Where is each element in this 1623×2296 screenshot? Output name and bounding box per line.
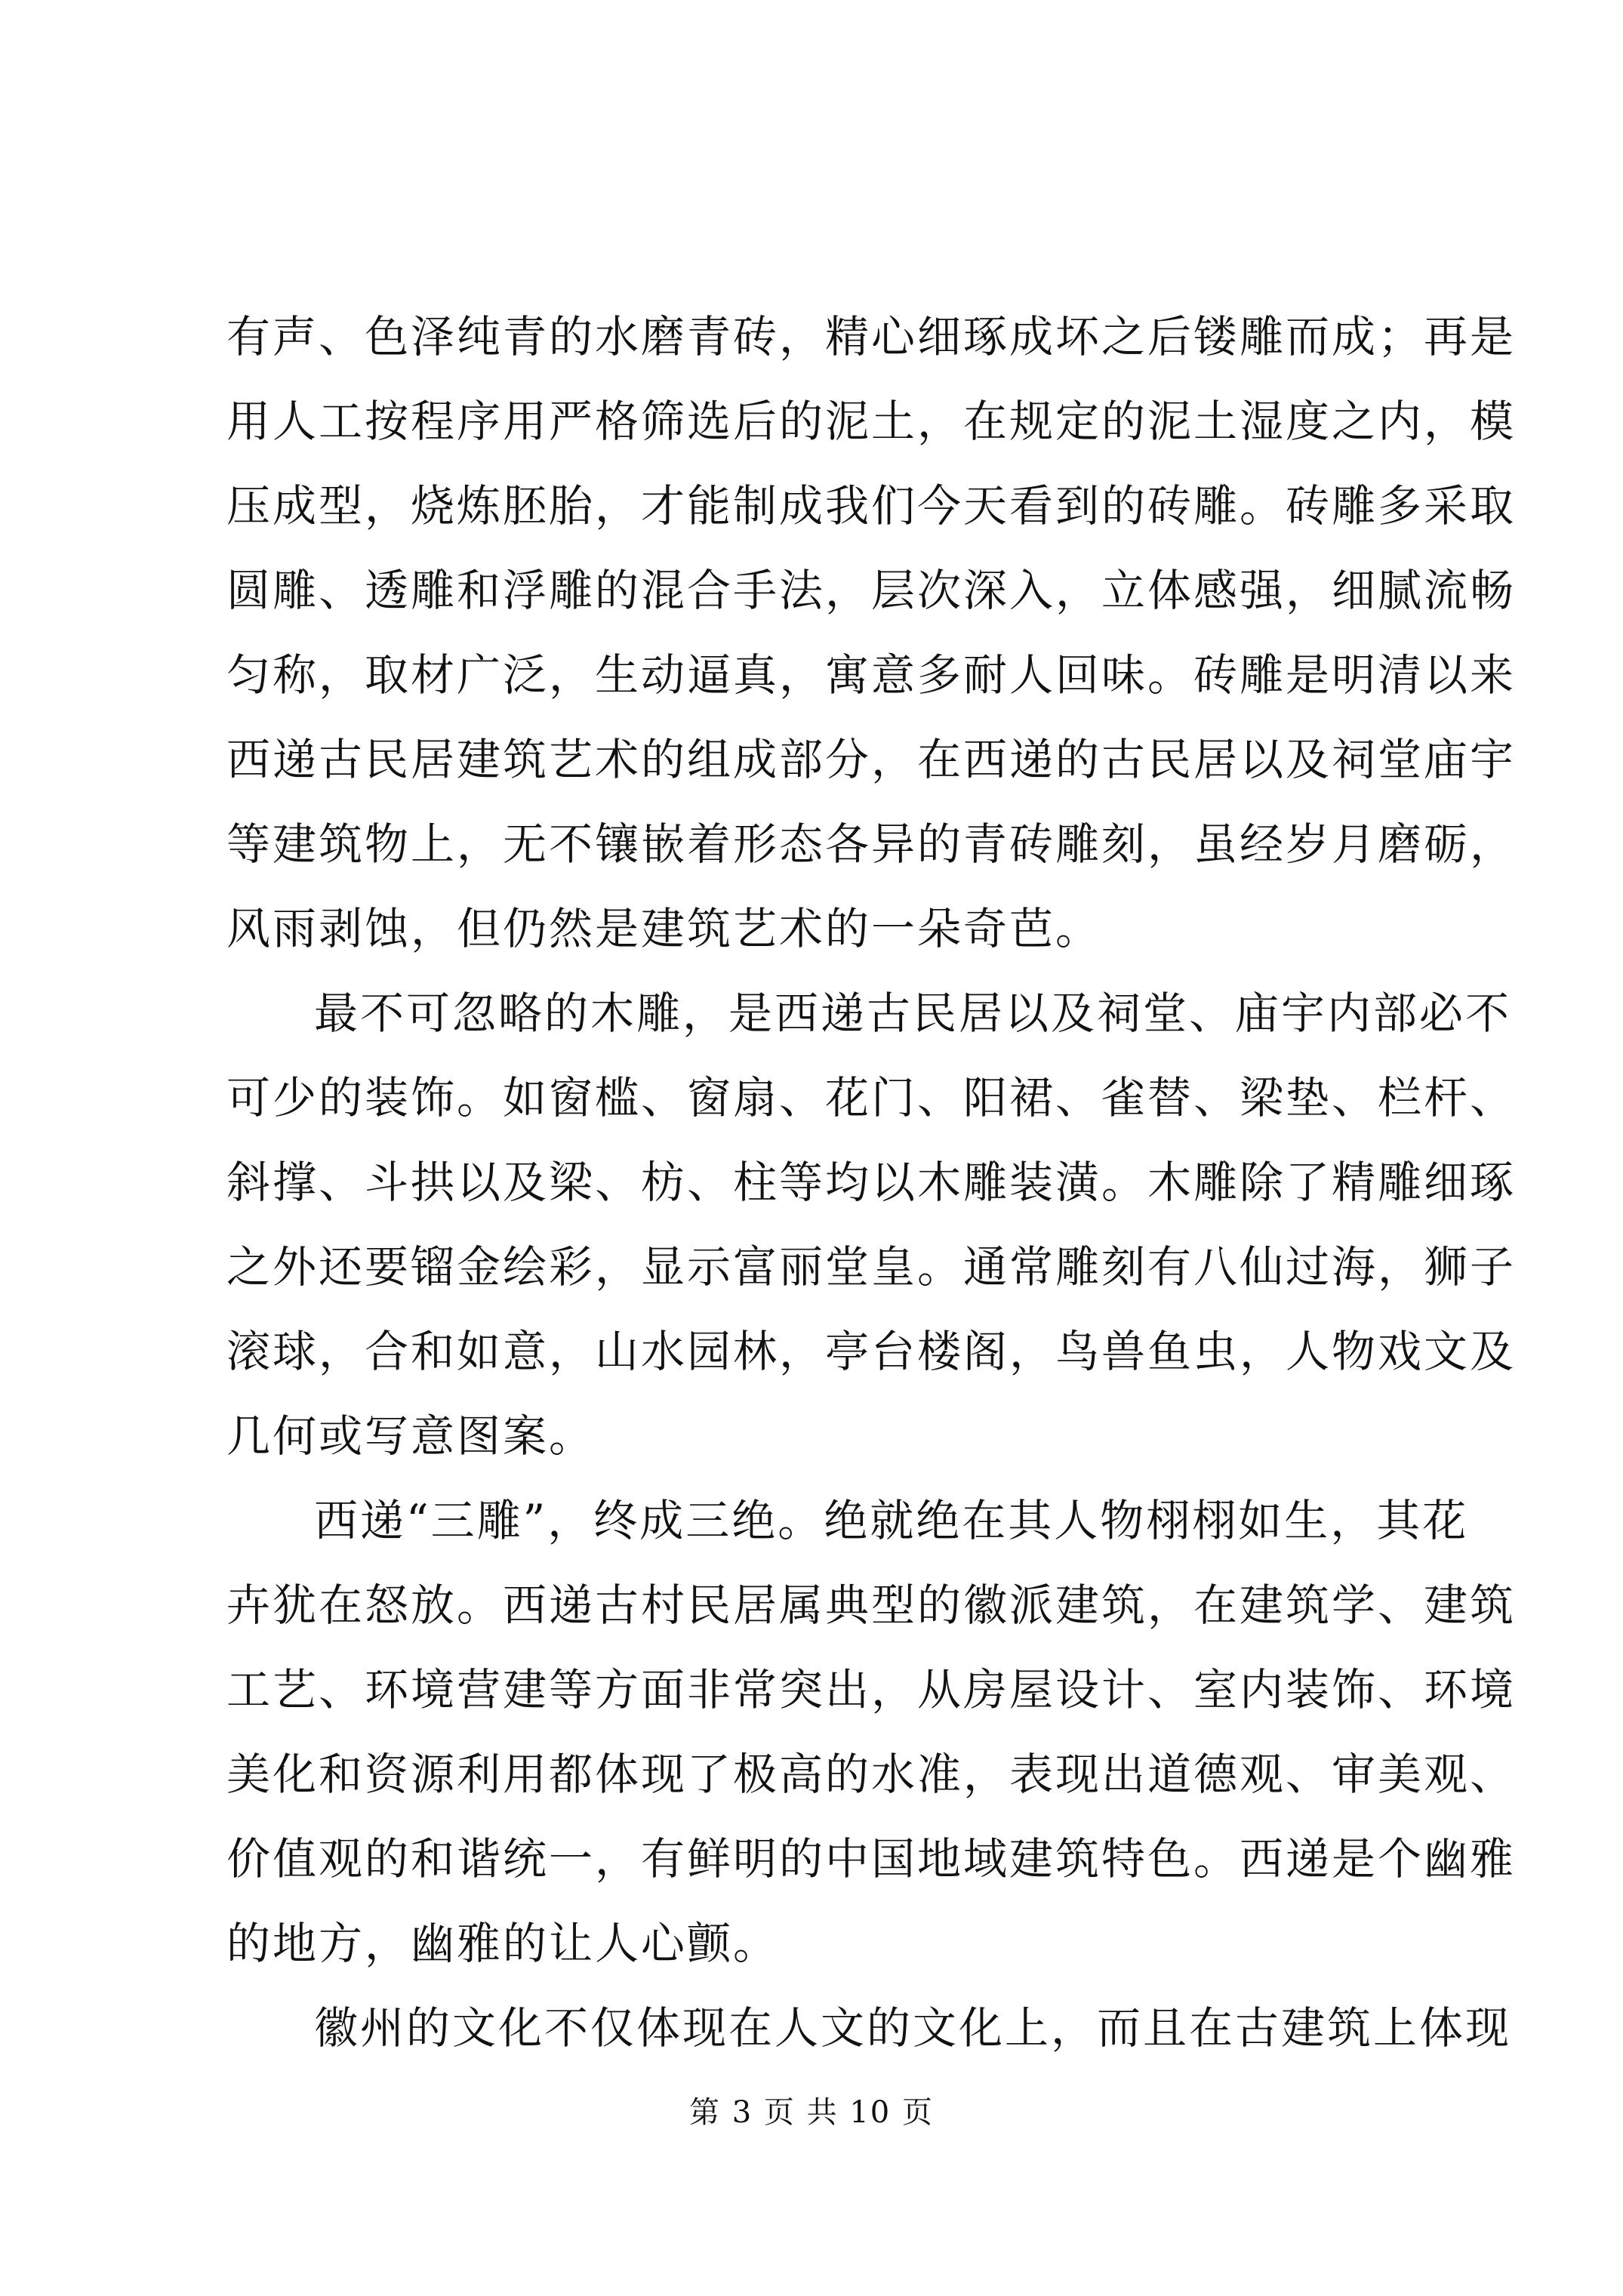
text-line: 斜撑、斗拱以及梁、枋、柱等均以木雕装潢。木雕除了精雕细琢 bbox=[226, 1157, 1517, 1208]
text-line: 匀称，取材广泛，生动逼真，寓意多耐人回味。砖雕是明清以来 bbox=[226, 649, 1517, 701]
text-line: 工艺、环境营建等方面非常突出，从房屋设计、室内装饰、环境 bbox=[226, 1664, 1517, 1715]
text-line: 等建筑物上，无不镶嵌着形态各异的青砖雕刻，虽经岁月磨砺， bbox=[226, 818, 1517, 870]
text-line: 美化和资源利用都体现了极高的水准，表现出道德观、审美观、 bbox=[226, 1749, 1517, 1800]
text-line: 西递“三雕”，终成三绝。绝就绝在其人物栩栩如生，其花 bbox=[314, 1495, 1469, 1546]
text-line: 风雨剥蚀，但仍然是建筑艺术的一朵奇芭。 bbox=[226, 903, 1102, 954]
text-line: 有声、色泽纯青的水磨青砖，精心细琢成坏之后镂雕而成；再是 bbox=[226, 311, 1517, 362]
paragraph bbox=[226, 1478, 1517, 1986]
text-line: 之外还要镏金绘彩，显示富丽堂皇。通常雕刻有八仙过海，狮子 bbox=[226, 1241, 1517, 1293]
paragraph bbox=[226, 1986, 1512, 2070]
text-line: 几何或写意图案。 bbox=[226, 1410, 596, 1462]
text-line: 可少的装饰。如窗槛、窗扇、花门、阳裙、雀替、梁垫、栏杆、 bbox=[226, 1072, 1517, 1123]
text-line: 卉犹在怒放。西递古村民居属典型的徽派建筑，在建筑学、建筑 bbox=[226, 1579, 1517, 1631]
text-line: 价值观的和谐统一，有鲜明的中国地域建筑特色。西递是个幽雅 bbox=[226, 1833, 1517, 1885]
text-line: 徽州的文化不仅体现在人文的文化上，而且在古建筑上体现 bbox=[314, 2002, 1512, 2054]
text-line: 滚球，合和如意，山水园林，亭台楼阁，鸟兽鱼虫，人物戏文及 bbox=[226, 1326, 1517, 1377]
body-text bbox=[226, 294, 1517, 2070]
paragraph bbox=[226, 294, 1517, 971]
text-line: 圆雕、透雕和浮雕的混合手法，层次深入，立体感强，细腻流畅 bbox=[226, 565, 1517, 616]
text-line: 用人工按程序用严格筛选后的泥土，在规定的泥土湿度之内，模 bbox=[226, 396, 1517, 447]
paragraph bbox=[226, 971, 1517, 1478]
text-line: 最不可忽略的木雕，是西递古民居以及祠堂、庙宇内部必不 bbox=[314, 988, 1512, 1039]
page-footer: 第 3 页 共 10 页 bbox=[689, 2095, 934, 2130]
text-line: 的地方，幽雅的让人心颤。 bbox=[226, 1918, 780, 1969]
text-line: 西递古民居建筑艺术的组成部分，在西递的古民居以及祠堂庙宇 bbox=[226, 734, 1517, 785]
text-line: 压成型，烧炼胚胎，才能制成我们今天看到的砖雕。砖雕多采取 bbox=[226, 480, 1517, 532]
